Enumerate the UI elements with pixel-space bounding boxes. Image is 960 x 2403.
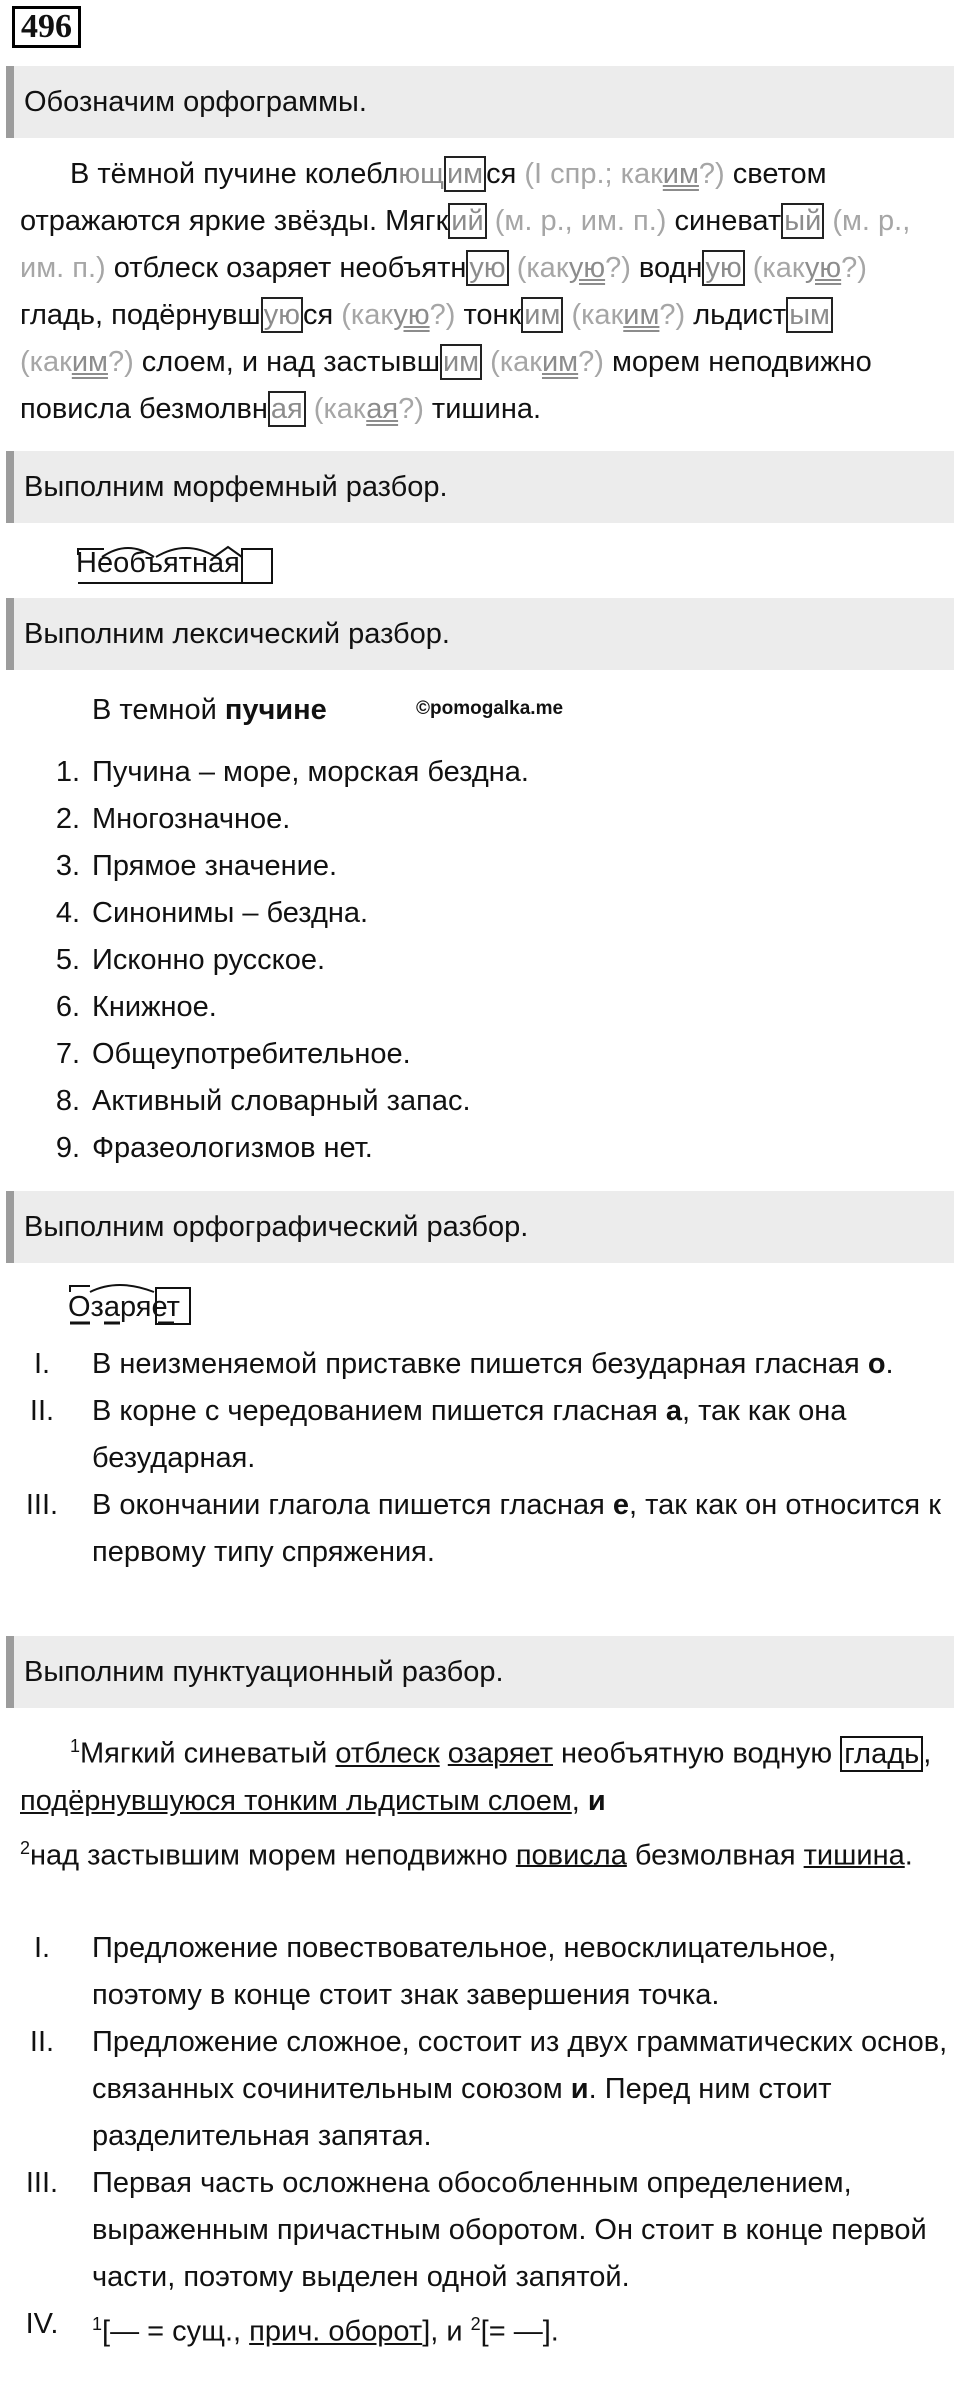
comma: , xyxy=(571,1784,588,1817)
text-run: синеват xyxy=(666,205,782,237)
hint: (как xyxy=(313,393,367,425)
text-run: необъятную водную xyxy=(552,1737,841,1770)
ending-box: ую xyxy=(466,250,508,286)
ending-box: им xyxy=(440,344,482,380)
list-number: IV. xyxy=(25,2308,59,2340)
text-run: ся xyxy=(486,158,525,190)
ending-box: ый xyxy=(781,203,824,239)
list-item xyxy=(0,937,960,984)
bold-letter: о xyxy=(867,1348,886,1380)
morpheme-marks-icon xyxy=(76,541,276,585)
list-number: 3. xyxy=(55,850,80,882)
bold-letter: и xyxy=(570,2073,589,2105)
phrase-keyword: пучине xyxy=(224,694,327,726)
list-item xyxy=(0,1125,960,1172)
hint: (как xyxy=(516,252,569,284)
text-run: тишина. xyxy=(423,393,542,425)
hint-ending: им xyxy=(662,158,699,190)
text-run: безмолвная xyxy=(626,1839,804,1872)
space xyxy=(509,252,517,284)
section-header-punctuation: Выполним пунктуационный разбор. xyxy=(6,1636,954,1708)
hint-ending: им xyxy=(71,346,108,378)
hint: ?) xyxy=(429,299,456,331)
scheme-item xyxy=(0,2301,960,2356)
list-item xyxy=(0,2019,960,2160)
text-run: Предложение сложное, состоит из двух грамматических основ, связанных сочинительным союзом xyxy=(92,2026,948,2105)
list-text: Общеупотребительное. xyxy=(92,1038,411,1070)
list-number: 1. xyxy=(55,756,80,788)
hint-ending: им xyxy=(541,346,579,378)
list-number: II. xyxy=(29,2026,55,2058)
section-header-morphemic: Выполним морфемный разбор. xyxy=(6,451,954,523)
list-text: Пучина – море, морская бездна. xyxy=(92,756,529,788)
ending-box: ую xyxy=(261,297,303,333)
defined-word-box: гладь xyxy=(840,1736,923,1772)
ending-box: им xyxy=(521,297,563,333)
suffix-mark: ющ xyxy=(398,158,444,190)
hint: ?) xyxy=(841,252,867,284)
participial-phrase-underline: прич. оборот xyxy=(249,2315,423,2348)
text-run: Мягкий синеватый xyxy=(80,1737,336,1770)
orthographic-list xyxy=(0,1341,960,1576)
ending-box: ую xyxy=(702,250,744,286)
text-run: В неизменяемой приставке пишется безударная гласная xyxy=(92,1348,868,1380)
text-run: Предложение повествовательное, невосклицательное, поэтому в конце стоит знак завершения точка. xyxy=(92,1932,837,2011)
text-run: ся xyxy=(302,299,342,331)
hint: (как xyxy=(571,299,624,331)
punctuation-paragraph xyxy=(20,1723,950,1879)
hint-ending: ая xyxy=(366,393,399,425)
list-number: 4. xyxy=(55,897,80,929)
text-run: [— = сущ., xyxy=(102,2315,250,2348)
ending-box: ым xyxy=(786,297,833,333)
clause-index: 2 xyxy=(470,2314,481,2334)
list-item xyxy=(0,1078,960,1125)
hint-ending: ую xyxy=(393,299,430,331)
clause-index: 1 xyxy=(70,1736,81,1756)
subject-underline: отблеск xyxy=(335,1737,440,1770)
text-run: В окончании глагола пишется гласная xyxy=(92,1489,613,1521)
hint: ?) xyxy=(605,252,631,284)
predicate-underline: озаряет xyxy=(447,1737,553,1770)
space xyxy=(306,393,314,425)
list-text: Фразеологизмов нет. xyxy=(92,1132,373,1164)
text-run: водн xyxy=(630,252,703,284)
list-text xyxy=(92,1925,948,2019)
copyright: ©pomogalka.me xyxy=(416,698,564,719)
list-text xyxy=(92,1482,948,1576)
hint: ?) xyxy=(698,158,725,190)
list-item xyxy=(0,1925,960,2019)
text-run: Первая часть осложнена обособленным определением, выраженным причастным оборотом. Он стоит в конце первой части, поэтому выделен одной запятой. xyxy=(92,2167,927,2293)
subject-underline: тишина xyxy=(803,1839,905,1872)
hint: ?) xyxy=(107,346,134,378)
orthogram-paragraph xyxy=(20,151,950,433)
hint: (м. р., им. п.) xyxy=(494,205,667,237)
list-number: I. xyxy=(33,1348,51,1380)
list-text xyxy=(92,2160,948,2301)
text-run: В тёмной пучине колебл xyxy=(70,158,399,190)
space xyxy=(745,252,753,284)
list-number: III. xyxy=(25,1489,59,1521)
hint-ending: ую xyxy=(568,252,606,284)
lexical-list xyxy=(0,749,960,1172)
text-run: слоем, и над застывш xyxy=(133,346,440,378)
list-number: 7. xyxy=(55,1038,80,1070)
list-number: 6. xyxy=(55,991,80,1023)
hint: (как xyxy=(341,299,394,331)
text-run: , так как она безударная. xyxy=(92,1395,847,1474)
text-run: ], и xyxy=(422,2315,471,2348)
list-number: II. xyxy=(29,1395,55,1427)
list-item xyxy=(0,1482,960,1576)
phrase-prefix: В темной xyxy=(92,694,225,726)
hint: (I спр.; как xyxy=(524,158,663,190)
bold-letter: а xyxy=(665,1395,682,1427)
space xyxy=(487,205,495,237)
predicate-underline: повисла xyxy=(515,1839,627,1872)
ending-box: ая xyxy=(268,391,306,427)
list-item xyxy=(0,843,960,890)
text-run: тонк xyxy=(455,299,522,331)
hint-ending: ую xyxy=(804,252,842,284)
list-number: 2. xyxy=(55,803,80,835)
list-text: Многозначное. xyxy=(92,803,291,835)
task-number: 496 xyxy=(12,6,81,48)
hint: (как xyxy=(20,346,72,378)
list-text xyxy=(92,2019,948,2160)
section-header-orthographic: Выполним орфографический разбор. xyxy=(6,1191,954,1263)
orthographic-word-text: Озаряет xyxy=(68,1291,180,1323)
participial-phrase-underline: подёрнувшуюся тонким льдистым слоем xyxy=(20,1784,572,1817)
section-header-orthograms: Обозначим орфограммы. xyxy=(6,66,954,138)
list-text: Активный словарный запас. xyxy=(92,1085,471,1117)
text-run: , так как он относится к первому типу спряжения. xyxy=(92,1489,941,1568)
list-text: Книжное. xyxy=(92,991,217,1023)
list-text: Синонимы – бездна. xyxy=(92,897,369,929)
list-item xyxy=(0,1388,960,1482)
list-text xyxy=(92,1341,948,1388)
list-text xyxy=(92,1388,948,1482)
morphemic-analysis xyxy=(76,541,276,585)
bold-letter: е xyxy=(612,1489,630,1521)
hint: ?) xyxy=(398,393,424,425)
hint: ?) xyxy=(578,346,604,378)
hint: (м. р., им. п.) xyxy=(20,205,911,284)
text-run: льдист xyxy=(685,299,787,331)
orthographic-marks-icon xyxy=(68,1282,208,1328)
list-item xyxy=(0,2160,960,2301)
ending-box: им xyxy=(444,156,486,192)
text-run: гладь, подёрнувш xyxy=(20,299,261,331)
conjunction: и xyxy=(587,1784,606,1817)
list-item xyxy=(0,890,960,937)
hint-ending: им xyxy=(623,299,660,331)
section-header-lexical: Выполним лексический разбор. xyxy=(6,598,954,670)
list-item xyxy=(0,1341,960,1388)
text-run: В корне с чередованием пишется гласная xyxy=(92,1395,666,1427)
space xyxy=(440,1738,448,1770)
text-run: над застывшим морем неподвижно xyxy=(30,1839,516,1872)
list-number: 5. xyxy=(55,944,80,976)
list-item xyxy=(0,749,960,796)
text-run: светом отражаются яркие звёзды. Мягк xyxy=(20,158,827,237)
morphemic-word: Необъятная xyxy=(76,547,240,579)
text-run: [= —]. xyxy=(480,2315,559,2348)
clause-index: 2 xyxy=(20,1837,31,1858)
hint: (как xyxy=(752,252,805,284)
text-run: отблеск озаряет необъятн xyxy=(105,252,467,284)
comma: , xyxy=(923,1737,932,1770)
list-item xyxy=(0,984,960,1031)
ending-box: ий xyxy=(448,203,486,239)
period: . xyxy=(904,1839,913,1872)
lexical-phrase xyxy=(92,688,327,732)
text-run: . Перед ним стоит разделительная запятая. xyxy=(92,2073,832,2152)
list-number: 8. xyxy=(55,1085,80,1117)
hint: ?) xyxy=(659,299,686,331)
scheme-text xyxy=(92,2301,948,2356)
punctuation-list xyxy=(0,1925,960,2356)
list-item xyxy=(0,1031,960,1078)
space xyxy=(482,346,490,378)
hint: (как xyxy=(490,346,542,378)
list-number: 9. xyxy=(55,1132,80,1164)
list-item xyxy=(0,796,960,843)
text-run: . xyxy=(885,1348,894,1380)
list-number: III. xyxy=(25,2167,59,2199)
list-number: I. xyxy=(33,1932,51,1964)
list-text: Прямое значение. xyxy=(92,850,338,882)
text-run: морем неподвижно повисла безмолвн xyxy=(20,346,872,425)
list-text: Исконно русское. xyxy=(92,944,326,976)
clause-index: 1 xyxy=(92,2314,103,2334)
